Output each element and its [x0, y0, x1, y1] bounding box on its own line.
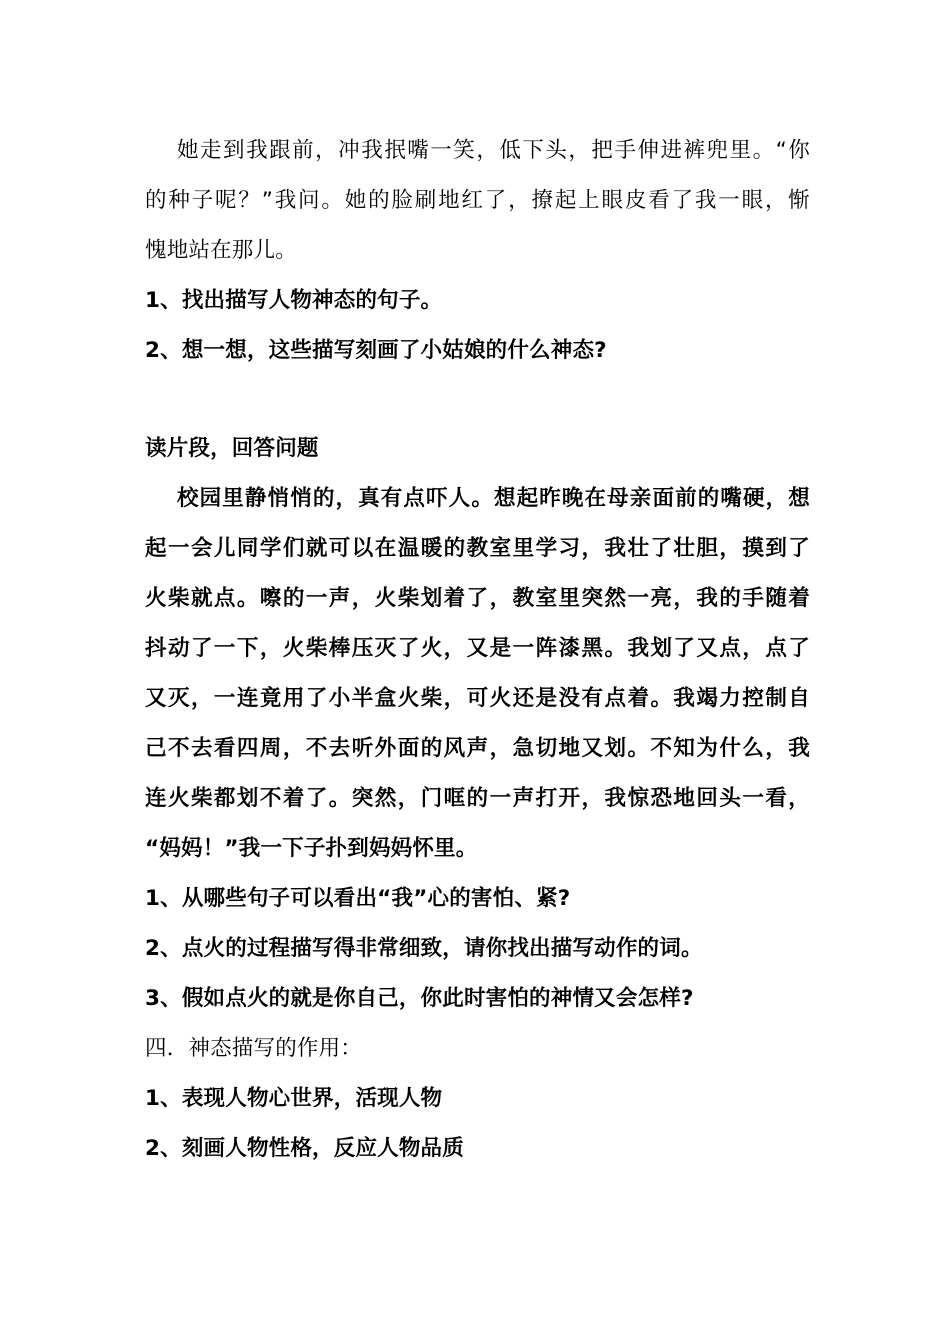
passage2-line-7: 连火柴都划不着了。突然，门哐的一声打开，我惊恐地回头一看， [145, 786, 810, 811]
passage2-line-6: 己不去看四周，不去听外面的风声，急切地又划。不知为什么，我 [145, 736, 810, 761]
question1-2: 2、想一想，这些描写刻画了小姑娘的什么神态? [145, 338, 607, 363]
section4-heading: 四．神态描写的作用： [145, 1036, 363, 1061]
question1-1: 1、找出描写人物神态的句子。 [145, 288, 443, 313]
section4-item-1: 1、表现人物心世界，活现人物 [145, 1086, 443, 1111]
passage1-line-2: 的种子呢？”我问。她的脸刷地红了，撩起上眼皮看了我一眼，惭 [145, 188, 810, 213]
passage2-line-2: 起一会儿同学们就可以在温暖的教室里学习，我壮了壮胆，摸到了 [145, 536, 810, 561]
passage1-line-1: 她走到我跟前，冲我抿嘴一笑，低下头，把手伸进裤兜里。“你 [177, 138, 810, 163]
question2-3: 3、假如点火的就是你自己，你此时害怕的神情又会怎样? [145, 986, 694, 1011]
passage2-line-3: 火柴就点。嚓的一声，火柴划着了，教室里突然一亮，我的手随着 [145, 586, 810, 611]
passage2-line-5: 又灭，一连竟用了小半盒火柴，可火还是没有点着。我竭力控制自 [145, 686, 810, 711]
section2-heading: 读片段，回答问题 [145, 436, 319, 461]
passage2-line-4: 抖动了一下，火柴棒压灭了火，又是一阵漆黑。我划了又点，点了 [145, 636, 810, 661]
section4-item-2: 2、刻画人物性格，反应人物品质 [145, 1136, 464, 1161]
passage1-line-3: 愧地站在那儿。 [145, 238, 297, 263]
passage2-line-8: “妈妈！”我一下子扑到妈妈怀里。 [145, 836, 478, 861]
passage2-line-1: 校园里静悄悄的，真有点吓人。想起昨晚在母亲面前的嘴硬，想 [177, 486, 810, 511]
question2-2: 2、点火的过程描写得非常细致，请你找出描写动作的词。 [145, 936, 703, 961]
question2-1: 1、从哪些句子可以看出“我”心的害怕、紧? [145, 886, 571, 911]
